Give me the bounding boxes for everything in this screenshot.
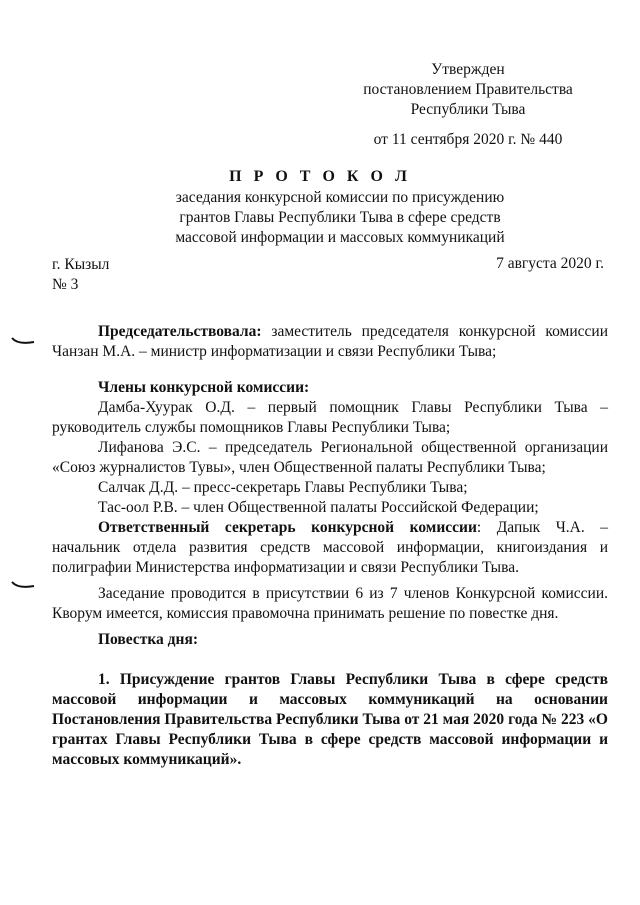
place-and-number	[52, 255, 109, 295]
members-section	[52, 378, 608, 518]
approval-date: от 11 сентября 2020 г. № 440	[373, 131, 563, 148]
approval-line-3: Республики Тыва	[410, 101, 526, 118]
chair-label: Председательствовала:	[98, 323, 262, 340]
agenda-label: Повестка дня:	[98, 631, 198, 648]
agenda-item-1: 1. Присуждение грантов Главы Республики Тыва в сфере средств массовой информации и массовых коммуникаций на основании Постановления Правительства Республики Тыва от 21 мая 2020 года № 223 «О грантах Главы Республики Тыва в сфере средств массовой информации и массовых коммуникаций».	[52, 671, 608, 768]
secretary-text: : Дапык Ч.А. – начальник отдела развития средств массовой информации, книгоиздания и полиграфии Министерства информатизации и связи Республики Тыва.	[52, 519, 608, 576]
agenda-label-line	[52, 630, 608, 650]
chair-paragraph	[52, 322, 608, 362]
quorum-paragraph: Заседание проводится в присутствии 6 из 7 членов Конкурсной комиссии. Кворум имеется, комиссия правомочна принимать решение по повестке дня.	[52, 585, 608, 622]
scan-mark-icon	[10, 580, 36, 590]
meeting-date: 7 августа 2020 г.	[496, 255, 604, 272]
document-title: П Р О Т О К О Л	[229, 168, 411, 185]
members-label: Члены конкурсной комиссии:	[98, 379, 310, 396]
protocol-number: № 3	[52, 276, 79, 293]
document-subtitle: заседания конкурсной комиссии по присуждению грантов Главы Республики Тыва в сфере средств массовой информации и массовых коммуникаций	[175, 189, 505, 246]
member-item: Дамба-Хуурак О.Д. – первый помощник Главы Республики Тыва – руководитель службы помощников Главы Республики Тыва;	[52, 399, 608, 436]
secretary-label: Ответственный секретарь конкурсной комиссии	[98, 519, 477, 536]
approval-line-1: Утвержден	[431, 61, 505, 78]
secretary-paragraph	[52, 518, 608, 578]
member-item: Тас-оол Р.В. – член Общественной палаты Российской Федерации;	[98, 499, 539, 516]
scan-mark-icon	[10, 336, 36, 346]
member-item: Салчак Д.Д. – пресс-секретарь Главы Республики Тыва;	[98, 479, 468, 496]
city: г. Кызыл	[52, 256, 110, 273]
member-item: Лифанова Э.С. – председатель Региональной общественной организации «Союз журналистов Тувы», член Общественной палаты Республики Тыва;	[52, 439, 608, 476]
chair-text: заместитель председателя конкурсной комиссии Чанзан М.А. – министр информатизации и связи Республики Тыва;	[52, 323, 608, 360]
approval-block	[348, 60, 588, 150]
approval-line-2: постановлением Правительства	[363, 81, 573, 98]
